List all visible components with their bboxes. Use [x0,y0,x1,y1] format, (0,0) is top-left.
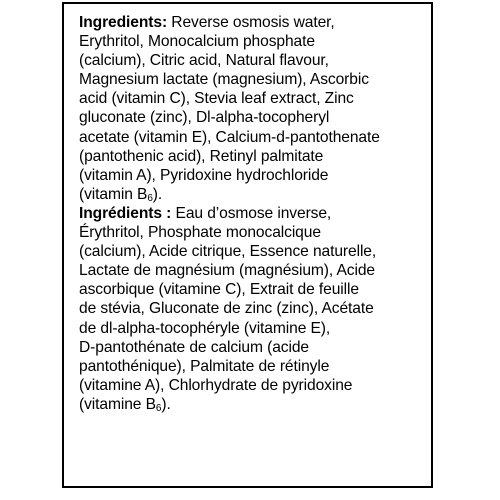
english-line-5: gluconate (zinc), Dl-alpha-tocopheryl [79,109,330,127]
french-line-0: Eau d’osmose inverse, [171,204,332,222]
english-first-line [79,13,423,32]
french-last-suffix: ). [161,395,171,413]
french-heading: Ingrédients : [79,204,172,222]
french-first-line [79,204,423,223]
french-line-7: D-pantothénate de calcium (acide [79,338,309,356]
english-line-2: (calcium), Citric acid, Natural flavour, [79,52,329,70]
french-line-4: ascorbique (vitamine C), Extrait de feuille [79,281,359,299]
french-line-2: (calcium), Acide citrique, Essence naturelle, [79,243,377,261]
french-line-8: pantothénique), Palmitate de rétinyle [79,357,330,375]
english-line-3: Magnesium lactate (magnesium), Ascorbic [79,71,369,89]
english-heading: Ingredients: [79,14,168,31]
french-ingredients [79,204,423,414]
ingredients-panel [62,2,433,488]
french-last-line [79,395,423,414]
english-line-4: acid (vitamin C), Stevia leaf extract, Zinc [79,90,354,108]
french-subscript: 6 [155,402,162,414]
french-line-5: de stévia, Gluconate de zinc (zinc), Acétate [79,300,374,318]
english-line-0: Reverse osmosis water, [167,14,335,31]
french-line-6: de dl-alpha-tocophéryle (vitamine E), [79,319,331,337]
french-line-1: Érythritol, Phosphate monocalcique [79,224,321,242]
french-last-prefix: (vitamine B [79,395,156,413]
english-line-1: Erythritol, Monocalcium phosphate [79,33,315,51]
english-ingredients [79,13,423,204]
english-last-prefix: (vitamin B [79,185,148,203]
french-line-3: Lactate de magnésium (magnésium), Acide [79,262,375,280]
english-subscript: 6 [147,192,153,204]
english-last-line [79,185,423,204]
english-last-suffix: ). [152,185,163,203]
french-line-9: (vitamine A), Chlorhydrate de pyridoxine [79,376,353,394]
english-line-6: acetate (vitamin E), Calcium-d-pantothenate [79,128,380,146]
english-line-7: (pantothenic acid), Retinyl palmitate [79,147,324,165]
english-line-8: (vitamin A), Pyridoxine hydrochloride [79,166,329,184]
